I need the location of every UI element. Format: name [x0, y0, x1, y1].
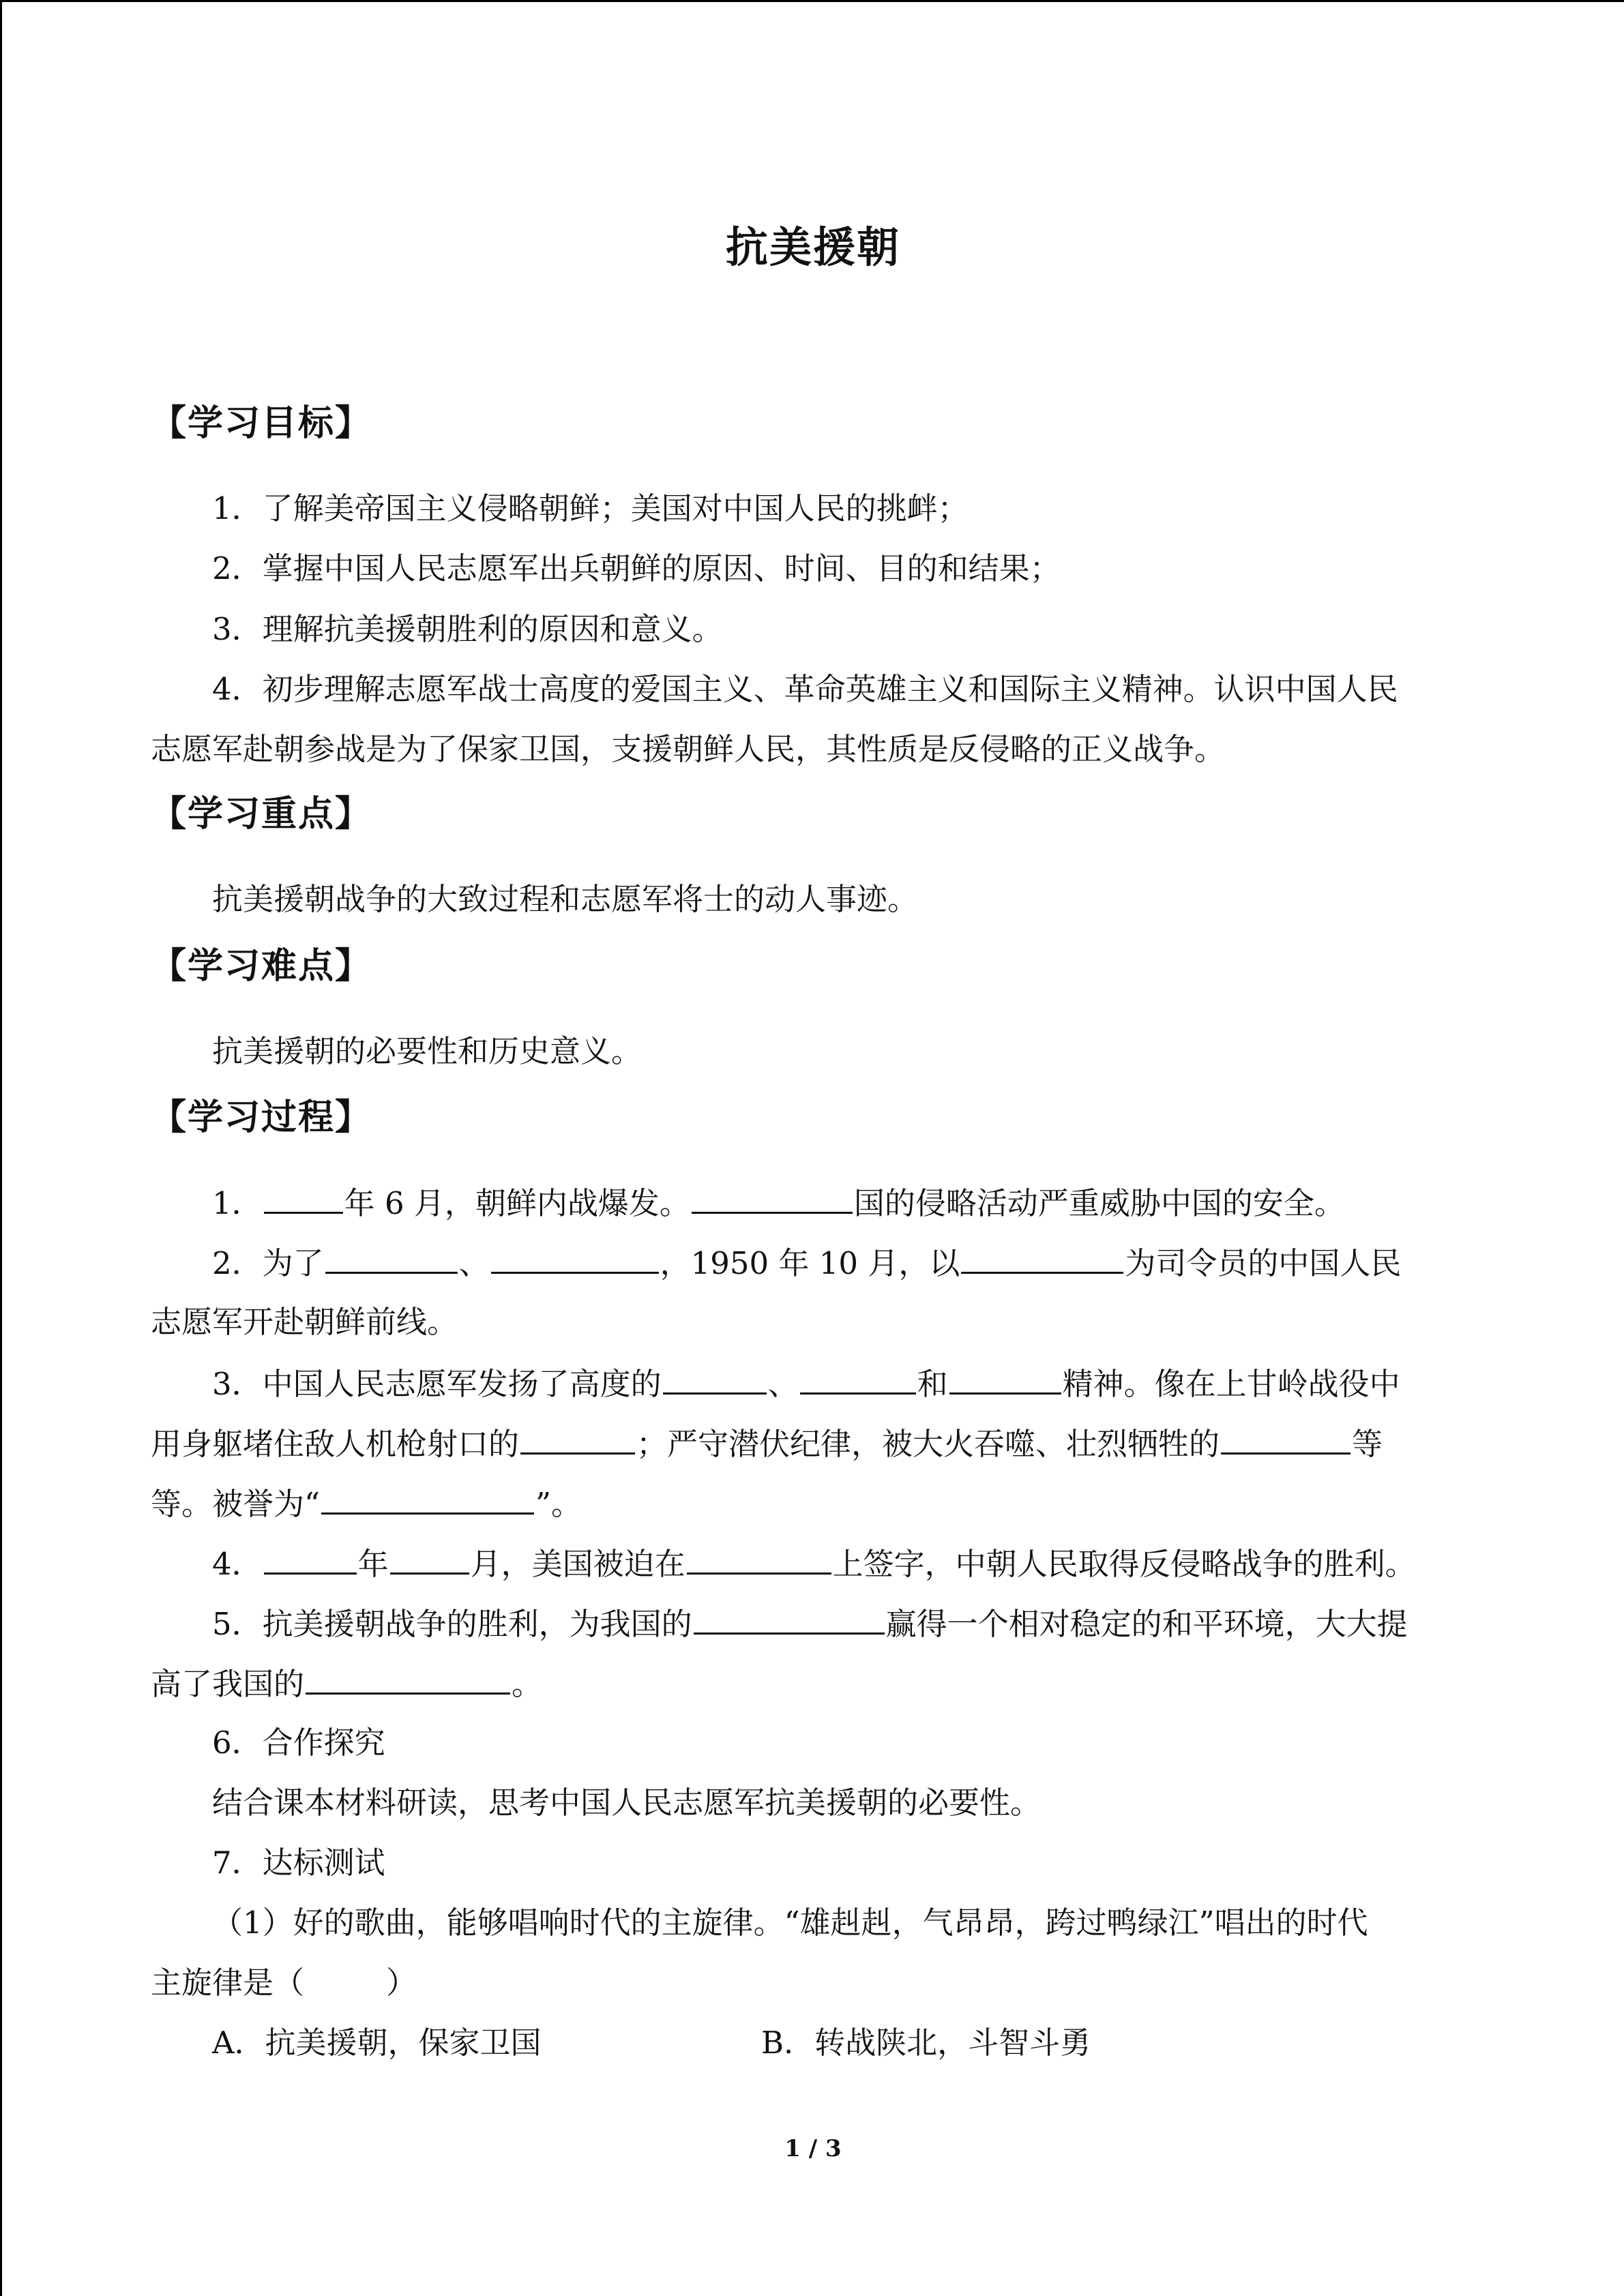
question-6-label: 6．合作探究	[212, 1725, 385, 1761]
question-7-sub-1: （1）好的歌曲，能够唱响时代的主旋律。“雄赳赳，气昂昂，跨过鸭绿江”唱出的时代	[212, 1905, 1368, 1941]
goal-item: 1．了解美帝国主义侵略朝鲜；美国对中国人民的挑衅；	[212, 490, 969, 526]
answer-blank[interactable]	[694, 1601, 885, 1635]
answer-blank[interactable]	[692, 1180, 853, 1214]
question-text: 、	[767, 1366, 799, 1402]
question-1	[212, 1180, 1345, 1225]
question-text: 国的侵略活动严重威胁中国的安全。	[853, 1185, 1345, 1221]
question-2-continued: 志愿军开赴朝鲜前线。	[151, 1304, 458, 1340]
key-heading: 【学习重点】	[151, 794, 372, 835]
question-text: 上签字，中朝人民取得反侵略战争的胜利。	[832, 1546, 1416, 1582]
question-text: 3．中国人民志愿军发扬了高度的	[212, 1366, 662, 1402]
question-text: 5．抗美援朝战争的胜利，为我国的	[212, 1606, 692, 1642]
question-text: 。	[512, 1666, 543, 1702]
question-text: 月，美国被迫在	[470, 1546, 685, 1582]
question-3	[212, 1361, 1400, 1406]
question-text: 赢得一个相对稳定的和平环境，大大提	[885, 1606, 1408, 1642]
answer-blank[interactable]	[306, 1661, 510, 1695]
page-number: 1 / 3	[784, 2135, 842, 2162]
question-5	[212, 1601, 1408, 1646]
question-text: ，1950 年 10 月，以	[660, 1245, 960, 1281]
question-text: 主旋律是（	[151, 1965, 305, 2001]
key-text: 抗美援朝战争的大致过程和志愿军将士的动人事迹。	[212, 881, 919, 917]
answer-blank[interactable]	[491, 1240, 659, 1274]
answer-blank[interactable]	[321, 1481, 534, 1515]
goal-item-continued: 志愿军赴朝参战是为了保家卫国，支援朝鲜人民，其性质是反侵略的正义战争。	[151, 731, 1226, 767]
question-number: 4．	[212, 1546, 263, 1582]
question-text: 等	[1352, 1426, 1383, 1462]
goal-item: 4．初步理解志愿军战士高度的爱国主义、革命英雄主义和国际主义精神。认识中国人民	[212, 671, 1398, 707]
question-number: 1．	[212, 1185, 263, 1221]
page-title: 抗美援朝	[725, 222, 900, 272]
goal-item: 2．掌握中国人民志愿军出兵朝鲜的原因、时间、目的和结果；	[212, 550, 1061, 586]
question-text: 用身躯堵住敌人机枪射口的	[151, 1426, 520, 1462]
question-text: 和	[917, 1366, 948, 1402]
question-text: 等。被誉为“	[151, 1486, 321, 1522]
question-6-text: 结合课本材料研读，思考中国人民志愿军抗美援朝的必要性。	[212, 1785, 1042, 1821]
question-text: 、	[458, 1245, 490, 1281]
option-b: B．转战陕北，斗智斗勇	[761, 2025, 1091, 2061]
question-4	[212, 1541, 1416, 1586]
answer-blank[interactable]	[800, 1361, 916, 1395]
question-7-sub-1-continued	[151, 1961, 417, 2005]
answer-blank[interactable]	[663, 1361, 767, 1395]
question-3-line-3	[151, 1481, 582, 1526]
question-2	[212, 1240, 1401, 1285]
question-text: 年 6 月，朝鲜内战爆发。	[344, 1185, 690, 1221]
answer-blank[interactable]	[520, 1421, 635, 1455]
question-text: ”。	[535, 1486, 582, 1522]
difficult-text: 抗美援朝的必要性和历史意义。	[212, 1033, 643, 1069]
option-a: A．抗美援朝，保家卫国	[212, 2025, 542, 2061]
answer-blank[interactable]	[390, 1541, 469, 1575]
answer-blank[interactable]	[687, 1541, 831, 1575]
goals-heading: 【学习目标】	[151, 403, 372, 444]
answer-blank[interactable]	[325, 1240, 458, 1274]
question-text: 为司令员的中国人民	[1125, 1245, 1402, 1281]
process-heading: 【学习过程】	[151, 1097, 372, 1138]
question-text: ；严守潜伏纪律，被大火吞噬、壮烈牺牲的	[636, 1426, 1220, 1462]
answer-blank[interactable]	[1221, 1421, 1350, 1455]
question-text: 高了我国的	[151, 1666, 305, 1702]
question-5-continued	[151, 1661, 542, 1706]
answer-blank[interactable]	[264, 1180, 343, 1214]
difficult-heading: 【学习难点】	[151, 946, 372, 987]
answer-blank[interactable]	[949, 1361, 1061, 1395]
question-text: 年	[357, 1546, 389, 1582]
question-text: 精神。像在上甘岭战役中	[1062, 1366, 1400, 1402]
question-7-label: 7．达标测试	[212, 1845, 385, 1881]
answer-blank[interactable]	[264, 1541, 357, 1575]
goal-item: 3．理解抗美援朝胜利的原因和意义。	[212, 611, 723, 647]
question-3-line-2	[151, 1421, 1383, 1466]
question-text: 2．为了	[212, 1245, 324, 1281]
answer-blank[interactable]	[961, 1240, 1123, 1274]
question-text: ）	[386, 1965, 417, 2001]
